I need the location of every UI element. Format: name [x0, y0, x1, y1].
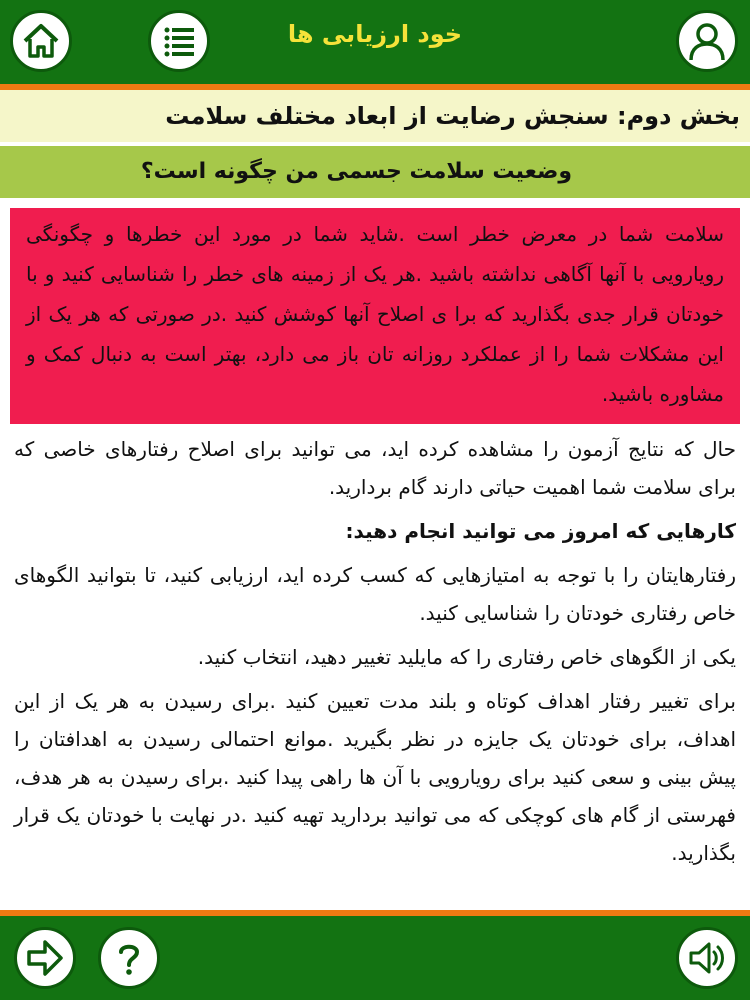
action-paragraph-2: یکی از الگوهای خاص رفتاری را که مایلید تغییر دهید، انتخاب کنید. — [197, 645, 736, 669]
sound-button[interactable] — [676, 927, 738, 989]
profile-button[interactable] — [676, 10, 738, 72]
menu-button[interactable] — [148, 10, 210, 72]
bottom-bar — [0, 916, 750, 1000]
top-bar — [0, 0, 750, 84]
result-alert-box: سلامت شما در معرض خطر است .شاید شما در مورد این خطرها و چگونگی رویارویی با آنها آگاهی نداشته باشید .هر یک از زمینه های خطر را شناسایی کنید و با خودتان قرار جدی بگذارید که برا ی اصلاح آنها کوشش کنید .در صورتی که هر یک از این مشکلات شما را از عملکرد روزانه تان باز می دارد، بهتر است به دنبال کمک و مشاوره باشید. — [10, 208, 740, 424]
user-icon — [686, 20, 728, 62]
section-title: بخش دوم: سنجش رضایت از ابعاد مختلف سلامت — [0, 90, 750, 142]
question-title: وضعیت سلامت جسمی من چگونه است؟ — [0, 146, 750, 198]
help-button[interactable] — [98, 927, 160, 989]
actions-heading: کارهایی که امروز می توانید انجام دهید: — [345, 519, 736, 543]
home-button[interactable] — [10, 10, 72, 72]
page-title: خود ارزیابی ها — [287, 20, 463, 48]
help-icon — [109, 938, 149, 978]
home-icon — [21, 21, 61, 61]
action-paragraph-3: برای تغییر رفتار اهداف کوتاه و بلند مدت تعیین کنید .برای رسیدن به هر یک از این اهداف، برای خودتان یک جایزه در نظر بگیرید .موانع احتمالی رسیدن به اهدافتان را پیش بینی و سعی کنید برای رویارویی با آن ها راهی پیدا کنید .برای رسیدن به هر هدف، فهرستی از گام های کوچکی که می توانید بردارید تهیه کنید .در نهایت با خودتان یک قرار بگذارید. — [14, 689, 736, 865]
intro-paragraph: حال که نتایج آزمون را مشاهده کرده اید، می توانید برای اصلاح رفتارهای خاصی که برای سلامت شما اهمیت حیاتی دارند گام بردارید. — [14, 437, 736, 499]
list-menu-icon — [159, 21, 199, 61]
speaker-icon — [685, 936, 729, 980]
next-button[interactable] — [14, 927, 76, 989]
action-paragraph-1: رفتارهایتان را با توجه به امتیازهایی که کسب کرده اید، ارزیابی کنید، تا بتوانید الگوهای خاص رفتاری خودتان را شناسایی کنید. — [14, 563, 736, 625]
content-area[interactable] — [0, 198, 750, 910]
arrow-right-icon — [23, 936, 67, 980]
